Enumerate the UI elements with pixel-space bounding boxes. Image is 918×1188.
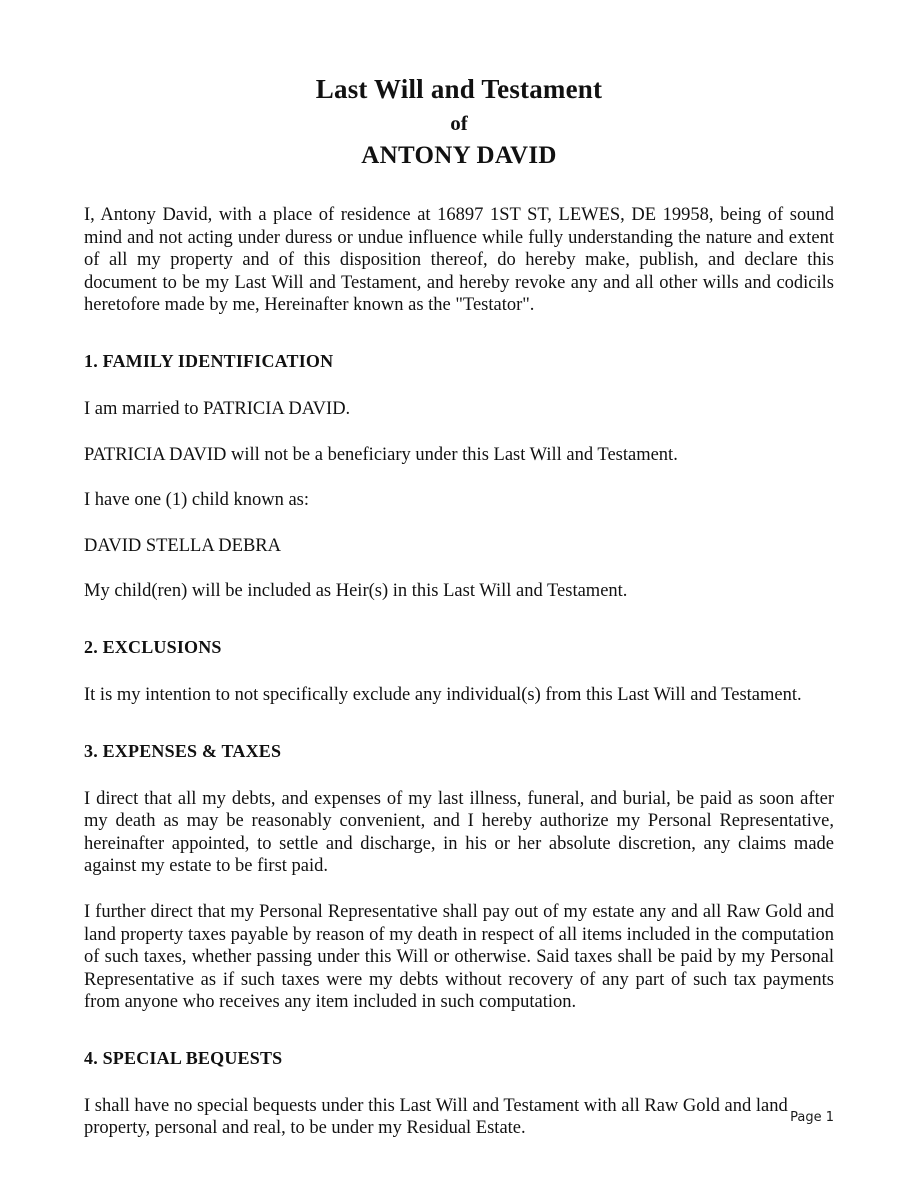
title-block (84, 0, 834, 172)
section-family-identification (84, 350, 834, 603)
section-paragraph: I further direct that my Personal Representative shall pay out of my estate any and all Raw Gold and land property taxes payable by reason of my death in respect of all items included in the computation of such taxes, whether passing under this Will or otherwise. Said taxes shall be paid by my Personal Representative as if such taxes were my debts without recovery of any part of such tax payments from anyone who receives any item included in such computation. (84, 901, 834, 1013)
section-paragraph: It is my intention to not specifically exclude any individual(s) from this Last Will and Testament. (84, 684, 802, 705)
section-heading: 3. EXPENSES & TAXES (84, 740, 282, 761)
section-paragraph: PATRICIA DAVID will not be a beneficiary under this Last Will and Testament. (84, 444, 678, 465)
section-heading: 4. SPECIAL BEQUESTS (84, 1047, 283, 1068)
document-content (84, 0, 834, 1140)
section-heading: 1. FAMILY IDENTIFICATION (84, 350, 334, 371)
section-expenses-taxes (84, 740, 834, 1014)
section-paragraph: I shall have no special bequests under this Last Will and Testament with all Raw Gold and land property, personal and real, to be under my Residual Estate. (84, 1095, 788, 1139)
section-special-bequests (84, 1047, 834, 1140)
title-of-label: of (450, 111, 468, 135)
page-number-label: Page 1 (790, 1110, 834, 1125)
child-name: DAVID STELLA DEBRA (84, 535, 281, 556)
section-exclusions (84, 636, 834, 707)
section-paragraph: I have one (1) child known as: (84, 490, 310, 511)
section-paragraph: I am married to PATRICIA DAVID. (84, 398, 351, 419)
section-paragraph: I direct that all my debts, and expenses of my last illness, funeral, and burial, be paid as soon after my death as may be reasonably convenient, and I hereby authorize my Personal Representative, hereinafter appointed, to settle and discharge, in his or her absolute discretion, any claims made against my estate to be first paid. (84, 788, 834, 877)
document-title: Last Will and Testament (315, 74, 603, 104)
section-heading: 2. EXCLUSIONS (84, 636, 222, 657)
testator-name: ANTONY DAVID (361, 142, 557, 169)
page-footer (790, 1110, 834, 1126)
section-paragraph: My child(ren) will be included as Heir(s) in this Last Will and Testament. (84, 581, 628, 602)
preamble-paragraph: I, Antony David, with a place of residence at 16897 1ST ST, LEWES, DE 19958, being of sound mind and not acting under duress or undue influence while fully understanding the nature and extent of all my property and of this disposition thereof, do hereby make, publish, and declare this document to be my Last Will and Testament, and hereby revoke any and all other wills and codicils heretofore made by me, Hereinafter known as the "Testator". (84, 205, 834, 316)
